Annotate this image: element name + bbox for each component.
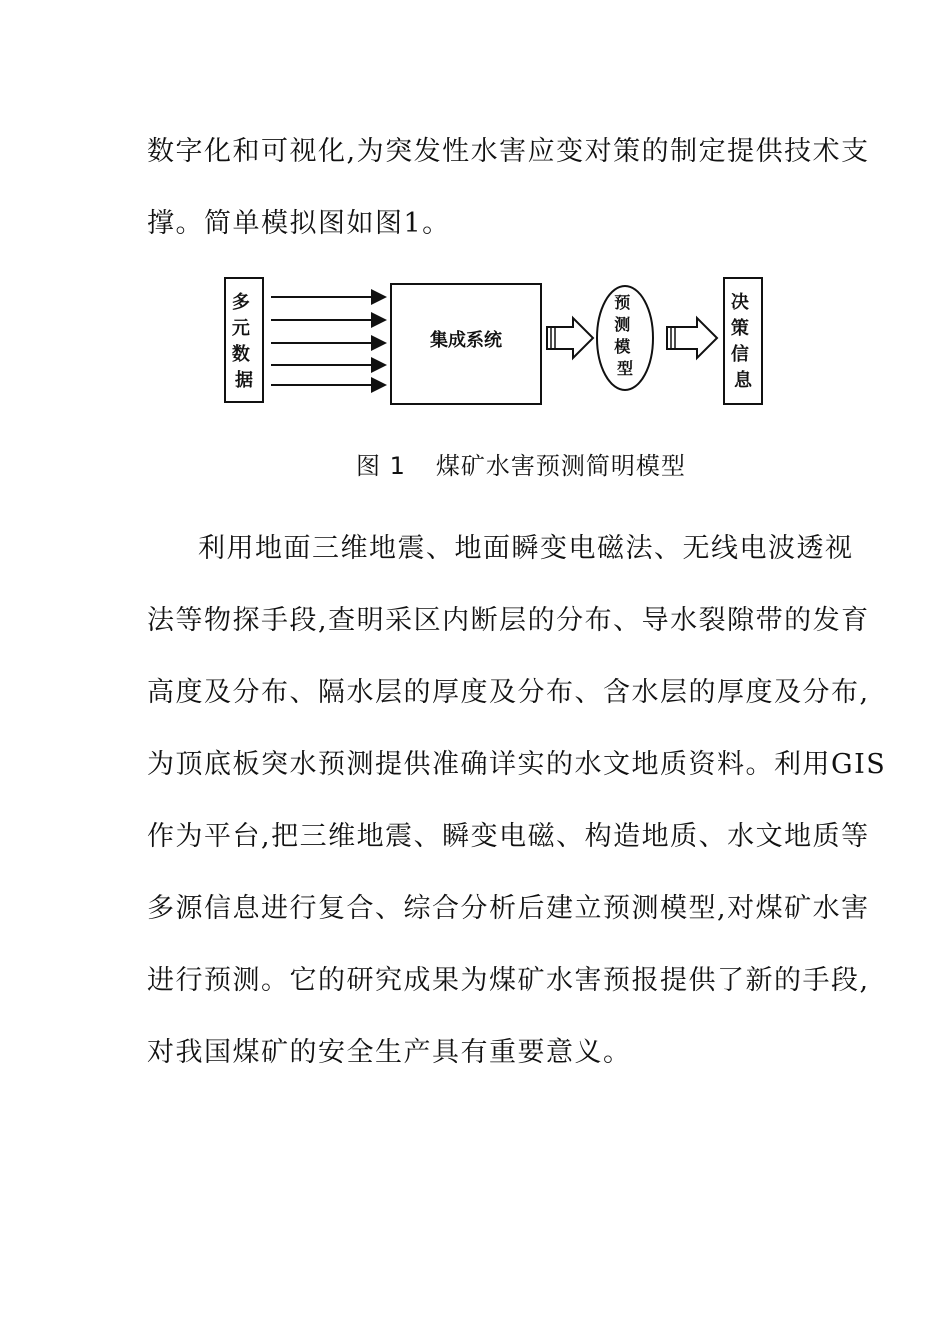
system-node-label: 集成系统 [430, 330, 502, 351]
paragraph2-line-3: 高度及分布、隔水层的厚度及分布、含水层的厚度及分布, [147, 677, 870, 708]
input-node-label: 多 元 数 据 [231, 292, 253, 391]
model-node-label: 预 测 模 型 [614, 293, 634, 378]
figure-caption [356, 452, 686, 480]
system-node [391, 284, 541, 404]
paragraph2-line-6: 多源信息进行复合、综合分析后建立预测模型,对煤矿水害 [147, 893, 870, 924]
hollow-arrow-2 [667, 318, 717, 358]
paragraph2-line-8: 对我国煤矿的安全生产具有重要意义。 [147, 1037, 632, 1068]
output-node [724, 278, 762, 404]
paragraph2-line-7: 进行预测。它的研究成果为煤矿水害预报提供了新的手段, [147, 965, 870, 996]
figure-caption-number: 图 1 [356, 452, 406, 480]
paragraph1-line-2: 撑。简单模拟图如图1。 [147, 208, 451, 239]
paragraph2-line-1: 利用地面三维地震、地面瞬变电磁法、无线电波透视 [198, 533, 854, 564]
input-arrows [271, 297, 385, 385]
paragraph2-line-2: 法等物探手段,查明采区内断层的分布、导水裂隙带的发育 [147, 605, 870, 636]
input-node [225, 278, 263, 402]
paragraph2-line-5: 作为平台,把三维地震、瞬变电磁、构造地质、水文地质等 [147, 821, 870, 852]
figure-1-diagram [215, 270, 775, 415]
hollow-arrow-1 [547, 318, 593, 358]
output-node-label: 决 策 信 息 [730, 292, 752, 391]
paragraph1-line-1: 数字化和可视化,为突发性水害应变对策的制定提供技术支 [147, 136, 870, 167]
model-node [597, 286, 653, 390]
figure-caption-text: 煤矿水害预测简明模型 [435, 452, 686, 480]
paragraph2-line-4: 为顶底板突水预测提供准确详实的水文地质资料。利用GIS [147, 749, 887, 780]
